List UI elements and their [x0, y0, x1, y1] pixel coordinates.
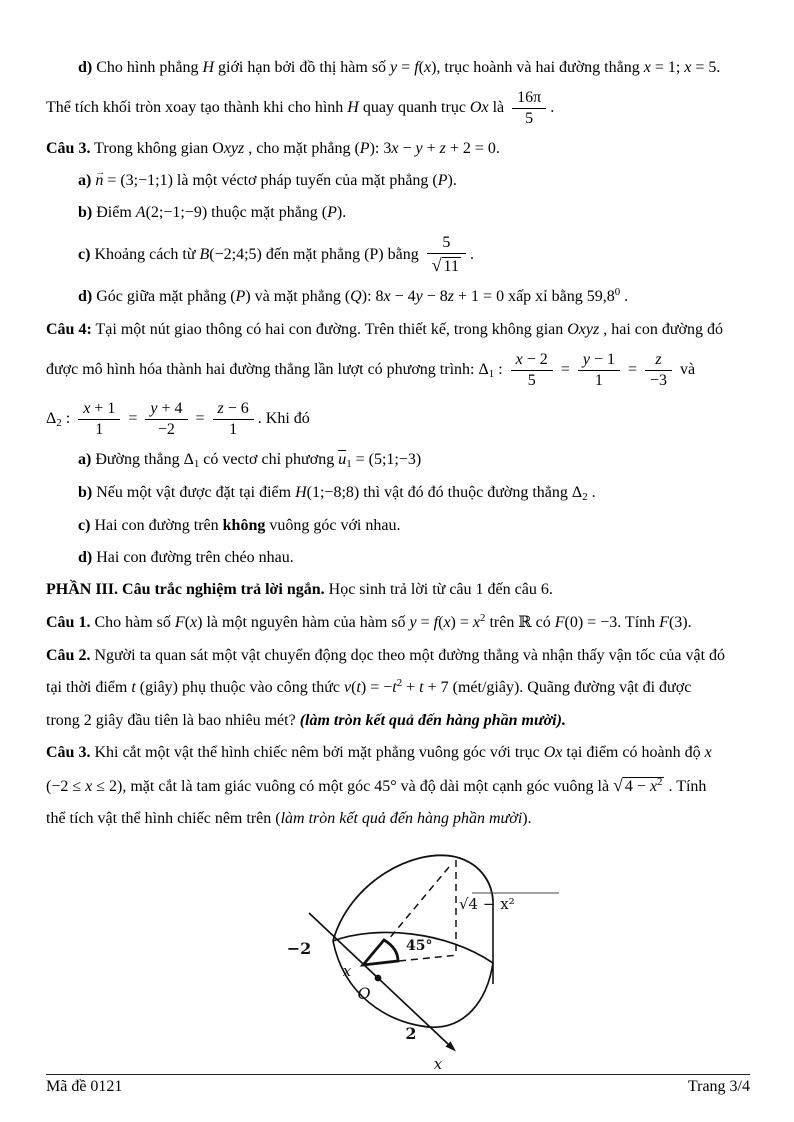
text-line — [46, 769, 750, 803]
text-segment: − 1 — [589, 351, 615, 369]
text-segment: = — [191, 410, 209, 427]
text-segment: + 1 — [90, 399, 116, 417]
text-segment: làm tròn kết quả đến hàng phần mười — [280, 809, 523, 827]
text-segment: − — [398, 139, 416, 157]
text-segment: có — [531, 613, 555, 631]
text-segment: x — [190, 613, 198, 631]
text-line — [46, 477, 750, 510]
text-line — [46, 510, 750, 542]
text-segment: Oxyz — [567, 321, 600, 339]
fraction — [512, 89, 546, 128]
text-segment: x — [515, 351, 523, 369]
text-segment: x — [649, 777, 658, 795]
text-segment: Ox — [469, 99, 489, 117]
text-segment: Câu 2. — [46, 646, 91, 664]
text-line — [46, 133, 750, 165]
text-segment: x — [704, 743, 712, 761]
text-segment: quay quanh trục — [358, 99, 470, 117]
text-segment: f — [433, 613, 439, 631]
text-segment: được mô hình hóa thành hai đường thẳng lần lượt có phương trình: Δ — [46, 361, 489, 379]
text-segment: Câu 1. — [46, 613, 91, 631]
text-segment: (−2 ≤ — [46, 777, 86, 795]
text-segment: y — [150, 399, 158, 417]
text-segment: + — [422, 139, 440, 157]
text-segment: = — [623, 361, 641, 379]
text-segment: . — [620, 288, 629, 306]
text-segment: x — [391, 139, 399, 157]
text-segment: P — [235, 288, 246, 306]
text-segment: = — [556, 361, 574, 379]
fraction-numerator — [578, 351, 620, 371]
fraction — [78, 400, 120, 439]
figure-container — [46, 843, 750, 1081]
text-segment: Q — [350, 288, 362, 306]
text-segment: b) — [78, 203, 97, 221]
page-number: Trang 3/4 — [687, 1078, 750, 1095]
text-segment: 2 — [396, 676, 403, 689]
square-root — [431, 254, 461, 275]
text-segment: ). — [336, 203, 347, 221]
text-segment: v — [343, 678, 352, 696]
text-segment: . — [587, 483, 596, 501]
text-segment: 4 − — [624, 777, 650, 795]
text-segment: . — [550, 99, 555, 117]
text-segment: + 2 = 0. — [445, 139, 500, 157]
x-axis-label: x — [433, 1054, 443, 1073]
text-segment: Cho hàm số — [90, 613, 175, 631]
text-segment: = (3;−1;1) là một véctơ pháp tuyến của mặt phẳng ( — [103, 171, 438, 189]
text-segment: 5 — [525, 109, 534, 127]
text-segment: giới hạn bởi đồ thị hàm số — [214, 59, 391, 76]
text-segment: Trong không gian O — [90, 139, 224, 157]
text-segment: −2 — [157, 420, 175, 438]
fraction-numerator — [145, 400, 187, 420]
text-segment: (2;−1;−9) thuộc mặt phẳng ( — [145, 203, 328, 221]
square-root — [613, 774, 664, 795]
text-segment: 0 — [614, 286, 621, 299]
text-segment: b) — [78, 483, 97, 501]
fraction — [645, 351, 672, 390]
text-segment: (giây) phụ thuộc vào công thức — [135, 678, 344, 696]
text-line — [46, 52, 750, 84]
text-segment: 1 — [346, 457, 352, 470]
text-line — [46, 705, 750, 737]
text-segment: a) — [78, 450, 96, 468]
fraction-numerator — [427, 234, 466, 254]
fraction — [145, 400, 187, 439]
text-segment: = 5. — [691, 59, 721, 76]
text-segment: F — [659, 613, 669, 631]
text-segment: x — [643, 59, 651, 76]
text-segment: Khi cắt một vật thể hình chiếc nêm bởi mặt phẳng vuông góc với trục — [90, 743, 544, 761]
text-segment: Hai con đường trên chéo nhau. — [96, 548, 294, 566]
text-segment: y — [409, 613, 417, 631]
text-segment: = — [416, 613, 434, 631]
text-segment: ). — [447, 171, 457, 189]
text-segment: F — [554, 613, 565, 631]
text-segment: x — [472, 613, 481, 631]
text-segment: ( — [184, 613, 191, 631]
text-segment: −3 — [650, 372, 668, 390]
document-body — [46, 52, 750, 1081]
text-line — [46, 574, 750, 606]
text-segment: y — [415, 288, 423, 306]
text-segment: ℝ — [518, 611, 532, 631]
text-line — [46, 606, 750, 640]
text-segment: c) — [78, 516, 95, 534]
fraction — [511, 351, 553, 390]
text-segment: $\overline{u}$ — [338, 450, 347, 468]
text-segment: = — [397, 59, 415, 76]
text-segment: x — [383, 288, 391, 306]
text-segment: Góc giữa mặt phẳng ( — [96, 288, 236, 306]
text-segment: H — [202, 59, 215, 76]
text-line — [46, 197, 750, 229]
dome-left-curve — [333, 855, 456, 941]
text-segment: − 6 — [223, 399, 249, 417]
text-segment: P — [327, 203, 337, 221]
text-segment: trong 2 giây đầu tiên là bao nhiêu mét? — [46, 711, 300, 729]
text-segment: y — [390, 59, 398, 76]
text-segment: 2 — [56, 417, 62, 430]
text-segment: 5 — [442, 233, 451, 251]
text-segment: x — [85, 777, 93, 795]
text-segment: Khoảng cách từ — [94, 245, 200, 263]
fraction-denominator — [645, 371, 672, 390]
text-line — [46, 281, 750, 314]
text-segment: và — [676, 361, 696, 379]
text-segment: y — [582, 351, 590, 369]
text-segment: → n — [95, 170, 103, 192]
text-segment: tại điểm có hoành độ — [562, 743, 705, 761]
text-segment: c) — [78, 245, 95, 263]
text-segment: = (5;1;−3) — [351, 450, 422, 468]
text-segment: P — [437, 171, 448, 189]
text-segment: ) = — [450, 613, 473, 631]
text-segment: 16π — [517, 89, 542, 106]
text-segment: ( — [438, 613, 444, 631]
radical-sign: √ — [431, 254, 442, 275]
text-segment: ( — [351, 678, 357, 696]
text-segment: z — [217, 399, 224, 417]
text-segment: (−2;4;5) đến mặt phẳng (P) bằng — [209, 245, 423, 263]
text-segment: x — [684, 59, 692, 76]
text-segment: là — [488, 99, 509, 117]
text-segment: Δ — [46, 410, 57, 427]
text-segment: ) và mặt phẳng ( — [245, 288, 351, 306]
text-line — [46, 346, 750, 395]
text-segment: . — [469, 245, 474, 263]
text-segment: 2 — [657, 775, 663, 788]
wedge-figure — [251, 843, 581, 1081]
text-segment: = 1; — [650, 59, 685, 76]
text-segment: f — [414, 59, 419, 76]
two-label: 2 — [405, 1023, 417, 1043]
text-line — [46, 672, 750, 705]
fraction-denominator — [78, 420, 120, 439]
text-line — [46, 314, 750, 346]
text-segment: (0) = −3. Tính — [564, 613, 660, 631]
fraction — [213, 400, 254, 439]
text-segment: 5 — [527, 372, 536, 390]
text-segment: , cho mặt phẳng ( — [244, 139, 360, 157]
text-segment: ), trục hoành và hai đường thẳng — [431, 59, 644, 76]
text-segment: B — [199, 245, 210, 263]
text-line — [46, 803, 750, 835]
text-segment: z — [655, 351, 662, 369]
text-line — [46, 395, 750, 444]
text-segment: ): 3 — [369, 139, 392, 157]
text-segment: H — [347, 99, 359, 117]
dashed-horizontal-line — [399, 955, 458, 961]
origin-label: O — [357, 983, 371, 1003]
text-segment: ) là một nguyên hàm của hàm số — [197, 613, 410, 631]
text-segment: z — [447, 288, 455, 306]
text-segment: . Khi đó — [257, 410, 310, 427]
text-segment: , hai con đường đó — [599, 321, 723, 339]
text-segment: 2 — [582, 490, 588, 503]
text-segment: Ox — [543, 743, 563, 761]
text-segment: Người ta quan sát một vật chuyển động dọc theo một đường thẳng và nhận thấy vận tốc của vật đó — [90, 646, 726, 664]
radical-sign: √ — [613, 774, 623, 795]
radicand — [442, 257, 461, 276]
text-segment: − 4 — [390, 288, 416, 306]
fraction — [427, 234, 466, 276]
text-segment: PHẦN III. Câu trắc nghiệm trả lời ngắn. — [46, 580, 325, 598]
text-segment: Câu 4: — [46, 321, 92, 339]
text-segment: ). — [522, 809, 532, 827]
fraction-numerator — [512, 89, 546, 109]
fraction-denominator — [512, 109, 546, 128]
text-segment: Đường thẳng Δ — [95, 450, 194, 468]
text-segment: có vectơ chỉ phương — [199, 450, 339, 468]
text-segment: 1 — [594, 372, 603, 390]
text-segment: − 2 — [522, 351, 548, 369]
radical-label: √4 − x² — [459, 894, 515, 913]
text-segment: xyz — [223, 139, 245, 157]
text-segment: ) = − — [360, 678, 393, 696]
text-segment: z — [439, 139, 446, 157]
origin-dot — [375, 974, 382, 981]
text-segment: y — [415, 139, 423, 157]
text-line — [46, 165, 750, 197]
text-segment: t — [419, 678, 424, 696]
text-segment: Cho hình phẳng — [96, 59, 203, 76]
text-segment: (làm tròn kết quả đến hàng phần mười). — [299, 711, 566, 729]
text-segment: H — [295, 483, 307, 501]
text-segment: 1 — [95, 420, 104, 438]
x-section-label: x — [342, 961, 352, 980]
fraction-denominator — [511, 371, 553, 390]
text-segment: (1;−8;8) thì vật đó đó thuộc đường thẳng Δ — [306, 483, 583, 501]
text-segment: − 8 — [422, 288, 448, 306]
text-segment: : — [494, 361, 507, 379]
fraction-denominator — [213, 420, 254, 439]
fraction-numerator — [213, 400, 254, 420]
fraction-numerator — [511, 351, 553, 371]
text-segment: = — [124, 410, 142, 427]
text-line — [46, 737, 750, 769]
text-line — [46, 229, 750, 281]
text-segment: A — [135, 203, 146, 221]
text-segment: Hai con đường trên — [94, 516, 223, 534]
text-segment: x — [443, 613, 451, 631]
text-segment: P — [359, 139, 370, 157]
text-segment: Học sinh trả lời từ câu 1 đến câu 6. — [324, 580, 553, 598]
text-segment: F — [174, 613, 185, 631]
fraction-denominator — [427, 254, 466, 276]
fraction — [578, 351, 620, 390]
text-segment: : — [61, 410, 75, 427]
text-segment: t — [392, 678, 397, 696]
text-segment: t — [131, 678, 136, 696]
text-segment: d) — [78, 59, 97, 76]
text-segment: Câu 3. — [46, 743, 91, 761]
cross-section-triangle — [363, 940, 398, 965]
text-segment: + 4 — [157, 399, 183, 417]
radicand — [623, 777, 665, 796]
text-segment: tại thời điểm — [46, 678, 132, 696]
text-segment: ( — [418, 59, 424, 76]
text-segment: x — [423, 59, 432, 76]
text-segment: + — [402, 678, 420, 696]
text-segment: trên — [485, 613, 519, 631]
text-segment: Tại một nút giao thông có hai con đường. Trên thiết kế, trong không gian — [91, 321, 568, 339]
text-segment: Nếu một vật được đặt tại điểm — [96, 483, 296, 501]
text-segment: ): 8 — [361, 288, 384, 306]
text-segment: d) — [78, 548, 97, 566]
text-segment: 11 — [443, 257, 459, 275]
fraction-denominator — [145, 420, 187, 439]
text-line — [46, 444, 750, 477]
text-segment: 1 — [193, 457, 200, 470]
fraction-numerator — [78, 400, 120, 420]
dashed-slant-line — [388, 867, 449, 940]
text-segment: Thể tích khối tròn xoay tạo thành khi cho hình — [46, 99, 348, 117]
text-segment: + 7 (mét/giây). Quãng đường vật đi được — [423, 678, 692, 696]
exam-code: Mã đề 0121 — [46, 1078, 123, 1095]
text-segment: (3). — [668, 613, 692, 631]
text-segment: thể tích vật thể hình chiếc nêm trên ( — [46, 809, 281, 827]
text-line — [46, 542, 750, 574]
text-segment: x — [83, 399, 91, 417]
text-segment: vuông góc với nhau. — [265, 516, 401, 534]
minus-two-label: −2 — [286, 938, 312, 958]
fraction-numerator — [645, 351, 672, 371]
text-segment: Câu 3. — [46, 139, 91, 157]
text-segment: a) — [78, 171, 96, 189]
text-segment: không — [222, 516, 266, 534]
text-segment: 1 — [488, 368, 495, 381]
angle-label: 45° — [406, 937, 433, 954]
text-segment: d) — [78, 288, 97, 306]
text-lines-container — [46, 52, 750, 835]
fraction-denominator — [578, 371, 620, 390]
text-line — [46, 640, 750, 672]
text-segment: t — [356, 678, 361, 696]
text-segment: ≤ 2), mặt cắt là tam giác vuông có một góc 45° và độ dài một cạnh góc vuông là — [92, 777, 614, 795]
text-segment: 1 — [229, 420, 238, 438]
text-segment: Điểm — [96, 203, 136, 221]
text-segment: . Tính — [664, 777, 707, 795]
text-segment: + 1 = 0 xấp xỉ bằng 59,8 — [454, 288, 615, 306]
text-segment: 2 — [480, 611, 486, 624]
footer — [46, 1074, 750, 1096]
text-line — [46, 84, 750, 133]
